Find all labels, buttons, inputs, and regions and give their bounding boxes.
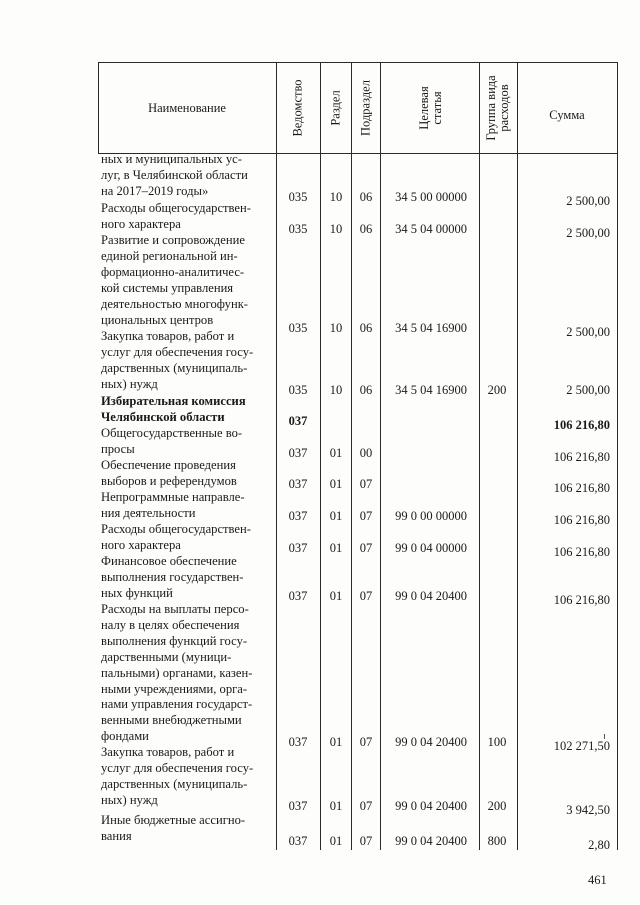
row-4-label: Избирательная комиссия Челябинской области [101, 394, 246, 424]
row-3-label: Закупка товаров, работ и услуг для обеспечения госу- дарственных (муниципаль- ных) нужд [101, 329, 254, 391]
row-12-ved: 037 [288, 834, 308, 848]
page-number: 461 [588, 873, 607, 887]
row-2-summa: 2 500,00 [566, 325, 610, 339]
row-9-razdel: 01 [329, 589, 343, 603]
row-2-celevaya: 34 5 04 16900 [395, 321, 467, 335]
col-divider-celevaya [380, 62, 381, 850]
row-8-razdel: 01 [329, 541, 343, 555]
row-10-gruppa: 100 [487, 735, 507, 749]
row-2-label: Развитие и сопровождение единой региональной ин- формационно-аналитичес- кой системы управления деятельностью многофунк- циональных центров [101, 233, 249, 327]
row-2-ved: 035 [288, 321, 308, 335]
row-6-podrazdel: 07 [359, 477, 373, 491]
row-3-razdel: 10 [329, 383, 343, 397]
row-10-ved: 037 [288, 735, 308, 749]
row-7-celevaya: 99 0 00 00000 [395, 509, 467, 523]
row-1-celevaya: 34 5 04 00000 [395, 222, 467, 236]
row-6-razdel: 01 [329, 477, 343, 491]
header-name: Наименование [148, 101, 226, 115]
row-5-razdel: 01 [329, 446, 343, 460]
row-9-celevaya: 99 0 04 20400 [395, 589, 467, 603]
row-9-summa: 106 216,80 [553, 593, 610, 607]
row-12-gruppa: 800 [487, 834, 507, 848]
row-7-razdel: 01 [329, 509, 343, 523]
row-1-ved: 035 [288, 222, 308, 236]
row-8-label: Расходы общегосударствен- ного характера [101, 522, 251, 552]
row-4-ved: 037 [288, 414, 308, 428]
row-3-gruppa: 200 [487, 383, 507, 397]
row-7-ved: 037 [288, 509, 308, 523]
margin-tick [604, 734, 605, 739]
header-celevaya [418, 86, 444, 129]
row-4-summa: 106 216,80 [553, 418, 610, 432]
row-1-label: Расходы общегосударствен- ного характера [101, 201, 251, 231]
row-0-summa: 2 500,00 [566, 194, 610, 208]
row-6-summa: 106 216,80 [553, 481, 610, 495]
row-11-razdel: 01 [329, 799, 343, 813]
header-gruppa-line1: Группа вида [484, 75, 498, 141]
row-5-podrazdel: 00 [359, 446, 373, 460]
row-1-summa: 2 500,00 [566, 226, 610, 240]
row-12-celevaya: 99 0 04 20400 [395, 834, 467, 848]
header-podrazdel: Подраздел [358, 80, 373, 136]
row-11-ved: 037 [288, 799, 308, 813]
row-3-summa: 2 500,00 [566, 383, 610, 397]
header-celevaya-line2: статья [430, 91, 444, 125]
row-7-label: Непрограммные направле- ния деятельности [101, 490, 245, 520]
row-2-razdel: 10 [329, 321, 343, 335]
row-8-summa: 106 216,80 [553, 545, 610, 559]
row-8-podrazdel: 07 [359, 541, 373, 555]
col-divider-ved [276, 62, 277, 850]
row-3-podrazdel: 06 [359, 383, 373, 397]
row-0-celevaya: 34 5 00 00000 [395, 190, 467, 204]
row-11-label: Закупка товаров, работ и услуг для обеспечения госу- дарственных (муниципаль- ных) нужд [101, 745, 254, 807]
row-5-summa: 106 216,80 [553, 450, 610, 464]
header-razdel: Раздел [328, 90, 343, 126]
row-0-razdel: 10 [329, 190, 343, 204]
row-0-ved: 035 [288, 190, 308, 204]
row-8-celevaya: 99 0 04 00000 [395, 541, 467, 555]
row-10-razdel: 01 [329, 735, 343, 749]
row-6-ved: 037 [288, 477, 308, 491]
row-0-podrazdel: 06 [359, 190, 373, 204]
row-11-podrazdel: 07 [359, 799, 373, 813]
col-divider-summa [517, 62, 518, 850]
header-celevaya-line1: Целевая [417, 86, 431, 130]
row-6-label: Обеспечение проведения выборов и референдумов [101, 458, 237, 488]
row-10-podrazdel: 07 [359, 735, 373, 749]
row-10-celevaya: 99 0 04 20400 [395, 735, 467, 749]
row-11-summa: 3 942,50 [566, 803, 610, 817]
header-gruppa-line2: расходов [497, 84, 511, 132]
header-summa: Сумма [549, 108, 585, 122]
table-top-border [98, 62, 618, 63]
row-1-razdel: 10 [329, 222, 343, 236]
row-10-summa: 102 271,50 [553, 739, 610, 753]
row-12-summa: 2,80 [588, 838, 610, 852]
row-11-gruppa: 200 [487, 799, 507, 813]
table-right-border [617, 62, 618, 850]
col-divider-gruppa [479, 62, 480, 850]
row-8-ved: 037 [288, 541, 308, 555]
row-9-podrazdel: 07 [359, 589, 373, 603]
row-5-ved: 037 [288, 446, 308, 460]
row-5-label: Общегосударственные во- просы [101, 426, 243, 456]
header-gruppa [485, 75, 511, 140]
row-7-podrazdel: 07 [359, 509, 373, 523]
header-vedomstvo: Ведомство [290, 79, 305, 137]
row-0-label: ных и муниципальных ус- луг, в Челябинской области на 2017–2019 годы» [101, 152, 248, 198]
row-3-celevaya: 34 5 04 16900 [395, 383, 467, 397]
row-12-razdel: 01 [329, 834, 343, 848]
row-7-summa: 106 216,80 [553, 513, 610, 527]
row-3-ved: 035 [288, 383, 308, 397]
row-12-podrazdel: 07 [359, 834, 373, 848]
row-2-podrazdel: 06 [359, 321, 373, 335]
row-9-label: Финансовое обеспечение выполнения государствен- ных функций [101, 554, 244, 600]
row-9-ved: 037 [288, 589, 308, 603]
row-10-label: Расходы на выплаты персо- налу в целях обеспечения выполнения функций госу- дарственными (муници- пальными) органами, казен- ными учреждениями, орга- нами управления государст- венными внебюджетными фондами [101, 602, 253, 744]
row-12-label: Иные бюджетные ассигно- вания [101, 813, 246, 843]
row-1-podrazdel: 06 [359, 222, 373, 236]
row-11-celevaya: 99 0 04 20400 [395, 799, 467, 813]
